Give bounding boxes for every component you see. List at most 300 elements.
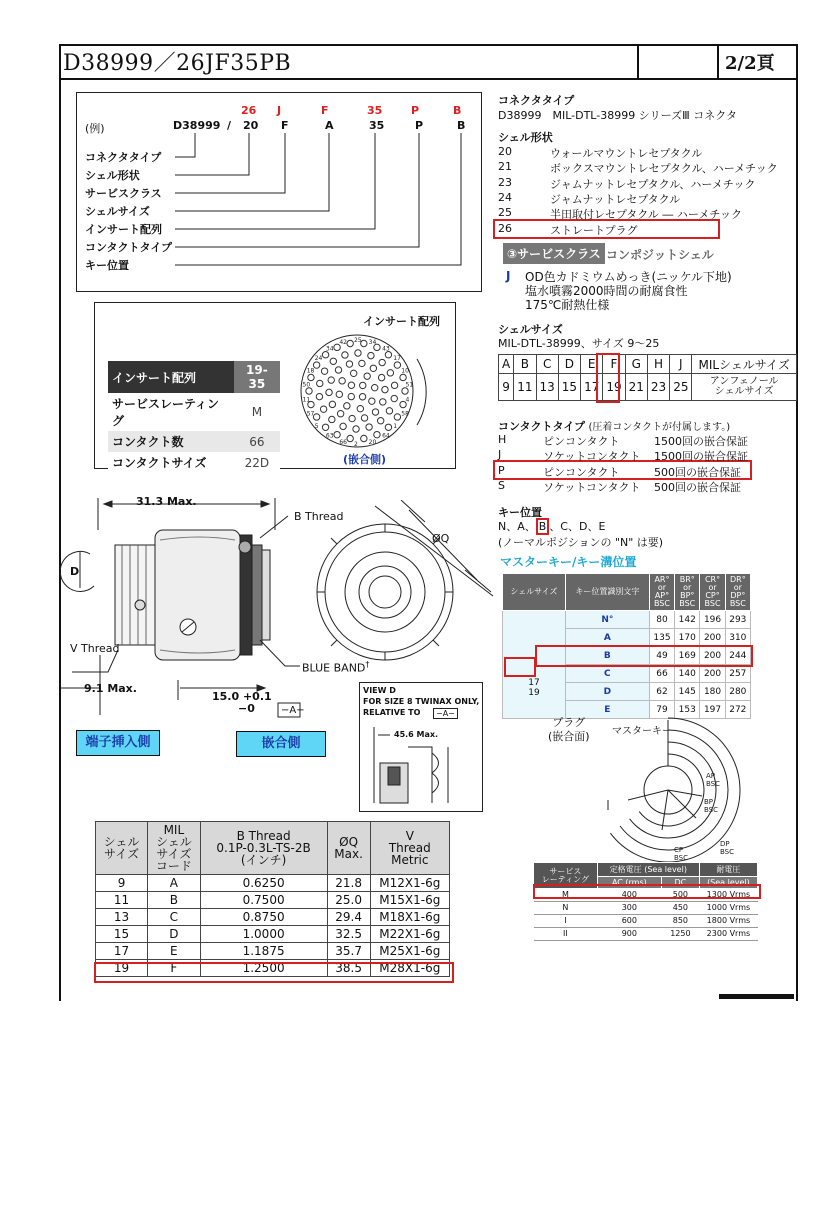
- shell-size-number: 23: [647, 374, 669, 401]
- thread-row: [96, 909, 450, 926]
- highlight-size-19-row: [94, 962, 454, 983]
- example-code: P: [415, 119, 424, 132]
- insert-pin: [382, 386, 388, 392]
- thread-cell: B: [148, 892, 200, 909]
- example-red-code: P: [411, 104, 420, 117]
- pin-number: 34: [325, 345, 334, 353]
- pin-number: 24: [314, 354, 323, 362]
- insert-pin: [334, 431, 340, 437]
- rating-cell: 600: [597, 915, 661, 928]
- shell-size-letter: D: [558, 355, 580, 374]
- shell-size-letter: B: [514, 355, 536, 374]
- thread-cell: 38.5: [327, 960, 370, 977]
- contact-type-spec: 500回の嵌合保証: [654, 465, 741, 479]
- mk-cell: 145: [675, 683, 700, 701]
- pin-number: 17: [393, 354, 401, 362]
- b-thread-label: B Thread: [294, 510, 344, 523]
- insert-pin: [370, 365, 376, 371]
- insert-pin: [322, 352, 328, 358]
- dial-arc: [620, 730, 728, 850]
- connector-type-title: コネクタタイプ: [498, 94, 575, 107]
- service-class-badge: ③サービスクラス: [503, 243, 605, 264]
- thread-cell: A: [148, 875, 200, 892]
- insert-pin: [364, 373, 370, 379]
- thread-cell: 17: [96, 943, 148, 960]
- dial-label: BP: [704, 798, 714, 806]
- view-d-box: [359, 682, 483, 812]
- mk-cell: 62: [649, 683, 674, 701]
- datum-a-label: −A−: [281, 705, 305, 716]
- example-red-code: J: [277, 104, 282, 117]
- insert-row: [108, 393, 280, 431]
- shell-size-title: シェルサイズ: [498, 323, 563, 336]
- insert-pin: [350, 370, 356, 376]
- thread-row: [96, 926, 450, 943]
- mk-cell: 153: [675, 701, 700, 719]
- example-code: D38999: [173, 119, 221, 132]
- highlight-shell-19: [504, 657, 536, 677]
- thread-cell: 1.0000: [200, 926, 327, 943]
- insert-pin: [342, 352, 348, 358]
- shell-size-letter: F: [603, 355, 625, 374]
- shell-size-number: 15: [558, 374, 580, 401]
- shell-size-letter: MILシェルサイズ: [692, 355, 796, 374]
- dial-label: BSC: [720, 848, 735, 856]
- example-red-code: 35: [367, 104, 383, 117]
- view-d-line1: VIEW D: [363, 686, 396, 695]
- service-j-line: 塩水噴霧2000時間の耐腐食性: [525, 284, 688, 298]
- shell-size-number: 9: [499, 374, 514, 401]
- insert-pin: [316, 393, 322, 399]
- thread-cell: 9: [96, 875, 148, 892]
- example-red-code: F: [321, 104, 329, 117]
- pin-number: 34: [368, 339, 377, 347]
- insert-pin: [339, 378, 345, 384]
- dial-arc: [639, 754, 704, 826]
- shell-size-number-row: [499, 374, 797, 401]
- mk-header: BR° or BP° BSC: [675, 574, 700, 611]
- thread-header: MIL シェル サイズ コード: [148, 822, 200, 875]
- mk-cell: 142: [675, 611, 700, 629]
- thread-cell: 0.8750: [200, 909, 327, 926]
- thread-cell: M15X1-6g: [370, 892, 449, 909]
- thread-cell: M25X1-6g: [370, 943, 449, 960]
- rating-subheader: (Sea level): [699, 877, 757, 889]
- mk-cell: 293: [725, 611, 750, 629]
- insert-title: インサート配列: [363, 315, 440, 328]
- insert-pin: [321, 368, 327, 374]
- example-box: [76, 92, 482, 292]
- dim-150-label: 15.0 +0.1: [212, 690, 272, 703]
- mk-cell: 49: [649, 647, 674, 665]
- mk-header: シェルサイズ: [503, 574, 566, 611]
- insert-pin: [400, 374, 406, 380]
- shell-shape-desc: ストレートプラグ: [550, 223, 638, 237]
- key-b: B: [536, 518, 550, 535]
- mk-cell: 140: [675, 665, 700, 683]
- mk-cell: 135: [649, 629, 674, 647]
- insert-face-diagram: [295, 329, 445, 454]
- insert-table: [108, 361, 280, 473]
- thread-cell: 0.6250: [200, 875, 327, 892]
- rating-header: 耐電圧: [699, 863, 757, 877]
- shell-shape-code: 25: [498, 206, 512, 220]
- shell-shape-desc: ボックスマウントレセプタクル、ハーメチック: [550, 162, 778, 176]
- thread-cell: 32.5: [327, 926, 370, 943]
- insert-pin: [329, 416, 335, 422]
- rating-header: 定格電圧 (Sea level): [597, 863, 699, 877]
- service-class-subtitle: コンポジットシェル: [606, 248, 714, 262]
- terminal-side-button[interactable]: 端子挿入側: [76, 730, 160, 756]
- insert-pin: [391, 395, 397, 401]
- rating-cell: 450: [661, 902, 699, 915]
- insert-pin: [313, 414, 319, 420]
- shell-shape-desc: 半田取付レセプタクル ― ハーメチック: [550, 208, 743, 222]
- insert-pin: [391, 382, 397, 388]
- dial-label: BSC: [706, 780, 721, 788]
- pin-number: 1: [393, 423, 398, 431]
- insert-pin: [346, 361, 352, 367]
- rating-cell: 1800 Vrms: [699, 915, 757, 928]
- view-d-drawing: [360, 723, 482, 809]
- dp-line: [628, 790, 668, 800]
- dim-length-label: 31.3 Max.: [136, 495, 197, 508]
- thread-cell: 11: [96, 892, 148, 909]
- rating-cell: 1250: [661, 928, 699, 941]
- insert-pin: [361, 435, 367, 441]
- pin-number: 66: [339, 438, 347, 446]
- insert-pin: [361, 415, 367, 421]
- shell-size-number: 17: [581, 374, 603, 401]
- key-list-c: 、C、D、E: [549, 520, 606, 533]
- rating-cell: 500: [661, 889, 699, 902]
- insert-value: M: [234, 393, 280, 431]
- cp-line: [662, 790, 668, 830]
- insert-pin: [320, 406, 326, 412]
- mk-row: [503, 611, 751, 629]
- highlight-rating-m: [533, 884, 761, 899]
- highlight-key-b: [535, 645, 753, 667]
- contact-type-desc: ソケットコンタクト: [543, 480, 641, 494]
- insert-pin: [372, 409, 378, 415]
- insert-pin: [377, 418, 383, 424]
- insert-key: コンタクト数: [108, 431, 234, 452]
- example-code: B: [457, 119, 466, 132]
- mk-cell: 197: [700, 701, 725, 719]
- example-code: F: [281, 119, 289, 132]
- dim-91-label: 9.1 Max.: [84, 682, 137, 695]
- contact-type-title: コンタクトタイプ: [498, 420, 586, 433]
- insert-pin: [313, 362, 319, 368]
- insert-pin: [380, 399, 386, 405]
- contact-type-code: J: [498, 448, 502, 462]
- thread-cell: C: [148, 909, 200, 926]
- thread-cell: 29.4: [327, 909, 370, 926]
- insert-pin: [378, 374, 384, 380]
- insert-pin: [326, 389, 332, 395]
- rating-header: サービス レーティング: [534, 863, 598, 889]
- insert-value: 22D: [234, 452, 280, 473]
- mk-cell: C: [565, 665, 649, 683]
- dial-label: BSC: [674, 854, 689, 862]
- thread-cell: M12X1-6g: [370, 875, 449, 892]
- rating-row: [534, 928, 758, 941]
- insert-pin: [347, 340, 353, 346]
- rating-row: [534, 902, 758, 915]
- contact-type-spec: 500回の嵌合保証: [654, 480, 741, 494]
- mk-cell: 170: [675, 629, 700, 647]
- pin-number: 42: [339, 339, 347, 347]
- insert-pin: [355, 350, 361, 356]
- example-label: (例): [85, 122, 105, 135]
- pin-number: 57: [306, 410, 315, 418]
- insert-pin: [337, 411, 343, 417]
- mating-side-button[interactable]: 嵌合側: [236, 731, 326, 757]
- d-label: D: [70, 565, 80, 578]
- thread-header-row: [96, 822, 450, 875]
- insert-pin: [357, 405, 363, 411]
- shell-shape-desc: ジャムナットレセプタクル: [550, 192, 681, 206]
- shell-size-number: 25: [670, 374, 692, 401]
- insert-key: サービスレーティング: [108, 393, 234, 431]
- shell-size-letter: G: [625, 355, 647, 374]
- contact-type-desc: ピンコンタクト: [543, 465, 620, 479]
- mk-cell: E: [565, 701, 649, 719]
- contact-type-code: P: [498, 463, 505, 477]
- example-row-label: インサート配列: [85, 223, 162, 236]
- insert-pin: [328, 377, 334, 383]
- example-row-label: シェル形状: [85, 169, 140, 182]
- rating-subheader: AC (rms): [597, 877, 661, 889]
- thread-cell: 15: [96, 926, 148, 943]
- bottom-rule: [719, 994, 794, 999]
- shell-shape-code: 24: [498, 190, 512, 204]
- example-code: 20: [243, 119, 259, 132]
- thread-cell: M28X1-6g: [370, 960, 449, 977]
- insert-pin: [368, 352, 374, 358]
- thread-cell: D: [148, 926, 200, 943]
- example-row-label: キー位置: [85, 259, 129, 272]
- highlight-size-f19: [596, 353, 620, 403]
- insert-pin: [371, 384, 377, 390]
- service-rating-table: [533, 862, 758, 941]
- thread-cell: 0.7500: [200, 892, 327, 909]
- blue-band-text: BLUE BAND: [302, 661, 366, 675]
- connector-type-value: D38999 MIL-DTL-38999 シリーズⅢ コネクタ: [498, 109, 737, 122]
- mk-header: AR° or AP° BSC: [649, 574, 674, 611]
- shell-size-letter: A: [499, 355, 514, 374]
- pin-number: 4: [405, 396, 410, 404]
- shell-size-number: 13: [536, 374, 558, 401]
- key-note: (ノーマルポジションの "N" は要): [498, 536, 664, 549]
- insert-pin: [347, 435, 353, 441]
- contact-type-code: S: [498, 478, 505, 492]
- thread-header: ØQ Max.: [327, 822, 370, 875]
- thread-cell: 19: [96, 960, 148, 977]
- thread-cell: 13: [96, 909, 148, 926]
- mk-cell: 196: [700, 611, 725, 629]
- pin-number: 2: [354, 441, 358, 448]
- shell-size-number: 11: [514, 374, 536, 401]
- insert-pin: [335, 367, 341, 373]
- contact-type-heading: [498, 418, 730, 434]
- insert-pin: [402, 388, 408, 394]
- insert-pin: [329, 401, 335, 407]
- dial-arc: [630, 742, 719, 838]
- shell-size-letter: E: [581, 355, 603, 374]
- master-key-title: マスターキー/キー溝位置: [500, 555, 637, 569]
- mk-cell: 200: [700, 665, 725, 683]
- insert-value: 19-35: [234, 361, 280, 393]
- header-divider: [637, 44, 639, 78]
- mk-cell: 80: [649, 611, 674, 629]
- shell-shape-desc: ウォールマウントレセプタクル: [550, 147, 703, 160]
- example-row-label: コネクタタイプ: [85, 151, 162, 164]
- mk-header: キー位置識別文字: [565, 574, 649, 611]
- insert-pin: [306, 388, 312, 394]
- example-row-label: サービスクラス: [85, 187, 162, 200]
- view-d-line2: FOR SIZE 8 TWINAX ONLY,: [363, 697, 480, 706]
- pin-number: 10: [401, 367, 409, 375]
- insert-pin: [369, 398, 375, 404]
- pin-number: 51: [405, 381, 414, 389]
- key-list: [498, 518, 605, 534]
- shell-size-number: 21: [625, 374, 647, 401]
- dial-label: BSC: [704, 806, 719, 814]
- insert-pin: [359, 394, 365, 400]
- contact-type-note: (圧着コンタクトが付属します。): [588, 422, 731, 433]
- pin-number: 63: [325, 432, 334, 440]
- shell-shape-code: 26: [498, 221, 512, 235]
- thread-header: V Thread Metric: [370, 822, 449, 875]
- front-view-drawing: [305, 500, 500, 690]
- mating-side-label: (嵌合側): [343, 453, 387, 466]
- mk-cell: 272: [725, 701, 750, 719]
- shell-size-subtitle: MIL-DTL-38999、サイズ 9～25: [498, 337, 660, 350]
- shell-size-letter: H: [647, 355, 669, 374]
- rating-cell: N: [534, 902, 598, 915]
- example-red-code: 26: [241, 104, 257, 117]
- mk-cell: A: [565, 629, 649, 647]
- insert-key: コンタクトサイズ: [108, 452, 234, 473]
- insert-pin: [330, 358, 336, 364]
- thread-row: [96, 875, 450, 892]
- insert-pin: [340, 423, 346, 429]
- thread-row: [96, 892, 450, 909]
- insert-value: 66: [234, 431, 280, 452]
- service-j-line: 175℃耐熱仕様: [525, 298, 610, 312]
- insert-pin: [385, 424, 391, 430]
- dial-label: CP: [674, 846, 684, 854]
- pin-number: 20: [368, 438, 377, 446]
- mk-cell: 180: [700, 683, 725, 701]
- shell-size-letter: J: [670, 355, 692, 374]
- pin-number: 5: [314, 423, 319, 431]
- pin-number: 64: [382, 432, 390, 440]
- rating-cell: II: [534, 928, 598, 941]
- thread-row: [96, 943, 450, 960]
- mk-cell: 200: [700, 647, 725, 665]
- mk-cell: 79: [649, 701, 674, 719]
- shell-shape-code: 23: [498, 175, 512, 189]
- rating-cell: 850: [661, 915, 699, 928]
- shell-size-table: [498, 354, 797, 401]
- key-list-a: N、A、: [498, 520, 536, 533]
- phi-q-label: ØQ: [432, 532, 450, 545]
- mk-cell: B: [565, 647, 649, 665]
- mk-header: DR° or DP° BSC: [725, 574, 750, 611]
- example-row-label: シェルサイズ: [85, 205, 150, 218]
- mk-cell: N°: [565, 611, 649, 629]
- rating-cell: 2300 Vrms: [699, 928, 757, 941]
- shell-size-letter: C: [536, 355, 558, 374]
- rating-cell: 400: [597, 889, 661, 902]
- document-title: D38999／26JF35PB: [63, 51, 292, 76]
- thread-dimension-table: [95, 821, 450, 977]
- example-code: /: [227, 119, 232, 132]
- thread-header: B Thread 0.1P-0.3L-TS-2B (インチ): [200, 822, 327, 875]
- insert-pin: [385, 352, 391, 358]
- mk-shell-cell: 17 19: [503, 611, 566, 719]
- view-d-datum: −A−: [433, 708, 458, 719]
- insert-pin: [394, 362, 400, 368]
- pin-number: 43: [382, 345, 390, 353]
- example-code: 35: [369, 119, 385, 132]
- view-d-dim: 45.6 Max.: [394, 730, 439, 739]
- rating-cell: M: [534, 889, 598, 902]
- pin-number: 58: [401, 410, 409, 418]
- shell-shape-desc: ジャムナットレセプタクル、ハーメチック: [550, 177, 756, 191]
- insert-pin: [348, 382, 354, 388]
- blue-band-sup: †: [365, 660, 370, 669]
- insert-pin: [336, 391, 342, 397]
- view-d-line3: RELATIVE TO: [363, 708, 421, 717]
- rating-header-row: [534, 863, 758, 877]
- rating-cell: I: [534, 915, 598, 928]
- mk-cell: D: [565, 683, 649, 701]
- dial-label: AP: [706, 772, 716, 780]
- mk-cell: 169: [675, 647, 700, 665]
- thread-cell: F: [148, 960, 200, 977]
- example-red-code: B: [453, 104, 462, 117]
- mk-cell: 257: [725, 665, 750, 683]
- insert-row: [108, 361, 280, 393]
- insert-pin: [349, 415, 355, 421]
- insert-pin: [374, 431, 380, 437]
- shell-size-number: アンフェノール シェルサイズ: [692, 374, 796, 401]
- rating-cell: 1000 Vrms: [699, 902, 757, 915]
- insert-box: [94, 302, 456, 469]
- shell-size-number: 19: [603, 374, 625, 401]
- rating-cell: 300: [597, 902, 661, 915]
- shell-shape-code: 20: [498, 145, 512, 158]
- insert-row: [108, 431, 280, 452]
- insert-pin: [379, 359, 385, 365]
- contact-type-spec: 1500回の嵌合保証: [654, 450, 748, 464]
- mk-cell: 310: [725, 629, 750, 647]
- rating-subheader: DC: [661, 877, 699, 889]
- thread-cell: 25.0: [327, 892, 370, 909]
- dim-150-tol: −0: [238, 702, 255, 715]
- service-j-code: J: [506, 269, 511, 283]
- insert-key: インサート配列: [108, 361, 234, 393]
- key-arc: [417, 359, 426, 425]
- example-row-label: コンタクトタイプ: [85, 241, 173, 254]
- insert-pin: [348, 393, 354, 399]
- rating-cell: 900: [597, 928, 661, 941]
- shell-size-letter-row: [499, 355, 797, 374]
- header-bar: [59, 44, 796, 80]
